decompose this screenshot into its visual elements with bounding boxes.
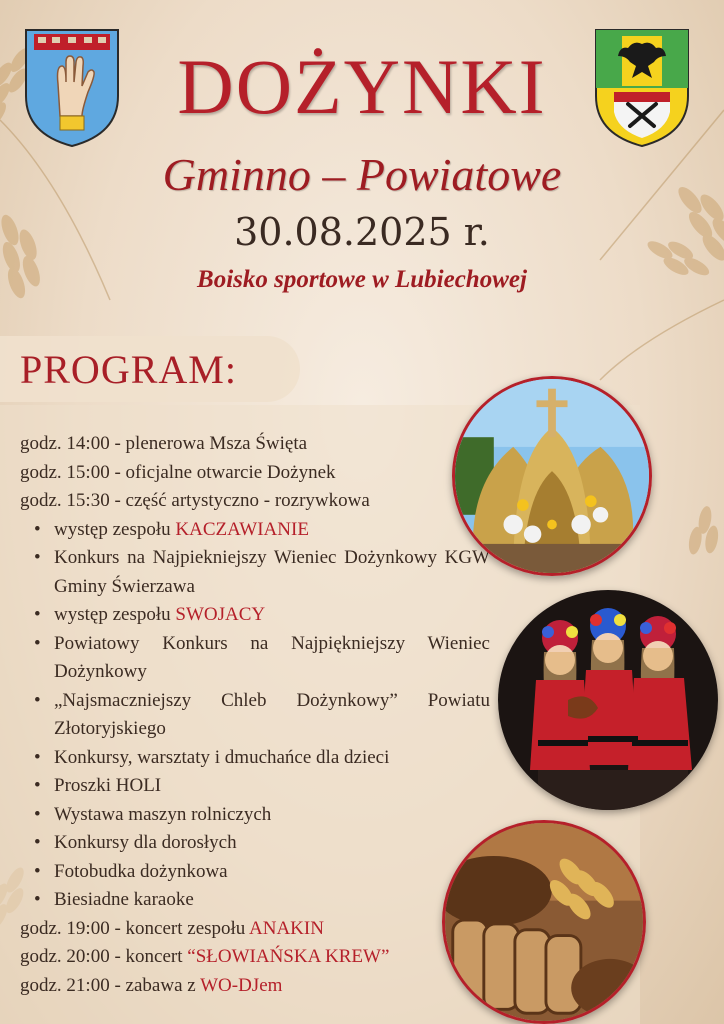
schedule-text: - koncert zespołu — [109, 917, 250, 939]
schedule-separator: - — [109, 490, 126, 511]
program-bullet-list — [20, 516, 490, 915]
band-name-swojacy: SWOJACY — [175, 604, 266, 625]
schedule-item — [20, 487, 490, 516]
event-venue: Boisko sportowe w Lubiechowej — [197, 266, 527, 293]
band-name-slowianska-krew: “SŁOWIAŃSKA KREW” — [187, 946, 390, 967]
list-item: • Konkurs na Najpiekniejszy Wieniec Dożynkowy KGW Gminy Świerzawa — [34, 544, 490, 601]
bullet-text: występ zespołu — [54, 518, 176, 540]
schedule-text: oficjalne otwarcie Dożynek — [125, 461, 336, 483]
schedule-text: - zabawa z — [109, 974, 201, 996]
event-title: DOŻYNKI — [177, 43, 547, 130]
bullet-text: występ zespołu — [54, 604, 176, 625]
schedule-item — [20, 972, 490, 1001]
list-item: • Wystawa maszyn rolniczych — [34, 801, 490, 830]
schedule-time: godz. 19:00 — [20, 917, 110, 939]
list-item: • Biesiadne karaoke — [34, 886, 490, 915]
schedule-time: godz. 20:00 — [20, 946, 110, 967]
schedule-time: godz. 14:00 — [20, 433, 110, 454]
band-name-anakin: ANAKIN — [249, 917, 324, 939]
schedule-time: godz. 21:00 — [20, 974, 110, 996]
list-item: • „Najsmaczniejszy Chleb Dożynkowy” Powiatu Złotoryjskiego — [34, 687, 490, 744]
event-subtitle: Gminno – Powiatowe — [162, 149, 562, 200]
list-item: • Powiatowy Konkurs na Najpiękniejszy Wieniec Dożynkowy — [34, 630, 490, 687]
bread-photo — [442, 820, 646, 1024]
list-item — [34, 516, 490, 545]
event-date: 30.08.2025 r. — [234, 210, 490, 254]
harvest-wreath-photo — [452, 376, 652, 576]
schedule-text: plenerowa Msza Święta — [125, 433, 308, 454]
schedule-item — [20, 459, 490, 488]
schedule-text: część artystyczno - rozrywkowa — [125, 490, 370, 511]
folk-band-photo — [498, 590, 718, 810]
schedule-separator: - — [109, 433, 126, 454]
list-item: • Fotobudka dożynkowa — [34, 858, 490, 887]
program-heading: PROGRAM: — [20, 347, 237, 392]
schedule-separator: - — [109, 461, 126, 483]
schedule-time: godz. 15:30 — [20, 490, 110, 511]
program-schedule — [20, 430, 490, 1000]
schedule-item — [20, 915, 490, 944]
band-name-kaczawianie: KACZAWIANIE — [175, 518, 309, 540]
schedule-item — [20, 943, 490, 972]
list-item: • Proszki HOLI — [34, 772, 490, 801]
dj-name-wo-djem: WO-DJem — [200, 974, 283, 996]
list-item: • Konkursy dla dorosłych — [34, 829, 490, 858]
schedule-item — [20, 430, 490, 459]
schedule-time: godz. 15:00 — [20, 461, 110, 483]
list-item: • Konkursy, warsztaty i dmuchańce dla dzieci — [34, 744, 490, 773]
schedule-text: - koncert — [109, 946, 188, 967]
list-item — [34, 601, 490, 630]
